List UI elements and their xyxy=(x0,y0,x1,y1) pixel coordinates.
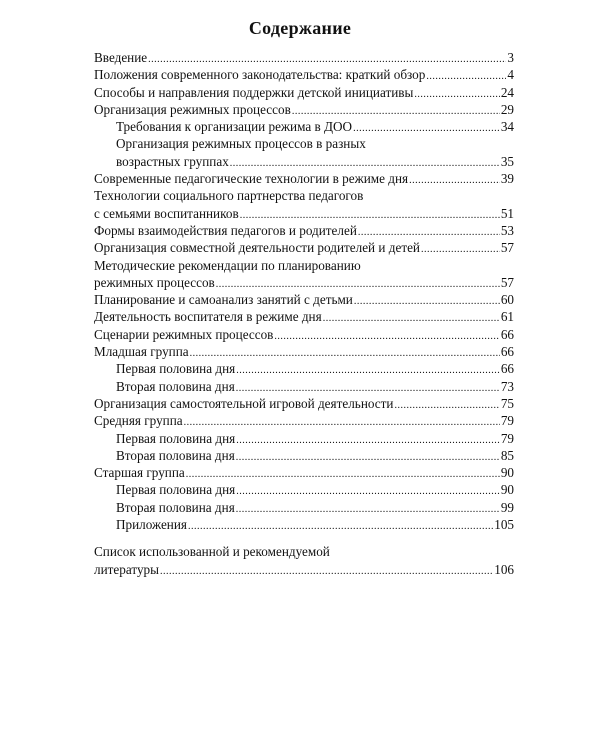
toc-entry-title: Современные педагогические технологии в режиме дня xyxy=(94,171,409,187)
toc-entry-title: возрастных группах xyxy=(116,153,229,169)
toc-entry-title: Приложения xyxy=(116,517,187,533)
toc-entry xyxy=(94,447,514,464)
toc-entry-title: Организация режимных процессов xyxy=(94,101,291,117)
toc-entry-row xyxy=(94,49,514,66)
toc-entry-page-number: 3 xyxy=(507,50,514,65)
toc-entry-title: Деятельность воспитателя в режиме дня xyxy=(94,309,322,325)
dot-leader xyxy=(160,563,493,580)
toc-entry-row xyxy=(94,326,514,343)
toc-entry-page-number: 66 xyxy=(500,326,514,342)
toc-entry-row xyxy=(94,84,514,101)
toc-entry xyxy=(94,499,514,516)
toc-entry-row xyxy=(116,499,514,516)
toc-entry xyxy=(94,326,514,343)
dot-leader xyxy=(188,518,493,535)
toc-entry xyxy=(94,66,514,83)
toc-entry xyxy=(94,516,514,533)
toc-entry-row xyxy=(94,561,514,578)
toc-entry xyxy=(94,84,514,101)
toc-entry-row xyxy=(94,205,514,222)
toc-entry-page-number: 79 xyxy=(500,430,514,446)
toc-entry-row xyxy=(94,101,514,118)
toc-entry xyxy=(94,395,514,412)
toc-entry-title-line: Список использованной и рекомендуемой xyxy=(94,544,330,560)
toc-entry-title: Организация самостоятельной игровой деятельности xyxy=(94,395,394,411)
toc-entry-row xyxy=(94,274,514,291)
table-of-contents xyxy=(94,49,514,578)
toc-entry-row xyxy=(94,222,514,239)
toc-entry-page-number: 29 xyxy=(500,101,514,117)
toc-entry-title: Вторая половина дня xyxy=(116,447,235,463)
toc-entry xyxy=(94,378,514,395)
toc-entry-row xyxy=(94,291,514,308)
toc-entry-title: Вторая половина дня xyxy=(116,378,235,394)
toc-entry-title: Введение xyxy=(94,50,148,65)
toc-entry-page-number: 57 xyxy=(500,274,514,290)
toc-entry-row xyxy=(94,308,514,325)
toc-entry-title: Положения современного законодательства: краткий обзор xyxy=(94,67,426,83)
toc-entry-title-line: Технологии социального партнерства педагогов xyxy=(94,188,364,204)
toc-entry-row xyxy=(94,66,514,83)
toc-entry-page-number: 75 xyxy=(500,395,514,411)
toc-entry-title: Организация совместной деятельности родителей и детей xyxy=(94,240,420,256)
toc-entry-row xyxy=(94,464,514,481)
toc-entry-page-number: 106 xyxy=(494,561,514,577)
toc-entry xyxy=(94,308,514,325)
toc-entry xyxy=(94,412,514,429)
toc-entry xyxy=(94,360,514,377)
toc-entry-page-number: 105 xyxy=(494,517,514,533)
toc-entry-page-number: 66 xyxy=(500,344,514,360)
toc-entry-page-number: 4 xyxy=(507,67,514,83)
toc-entry-page-number: 90 xyxy=(500,482,514,498)
toc-entry xyxy=(94,481,514,498)
toc-entry-row xyxy=(94,395,514,412)
toc-entry-title: Требования к организации режима в ДОО xyxy=(116,119,353,135)
toc-entry xyxy=(94,222,514,239)
toc-entry-title: Старшая группа xyxy=(94,465,185,481)
toc-entry xyxy=(94,49,514,66)
toc-entry-row xyxy=(116,447,514,464)
toc-entry xyxy=(94,239,514,256)
toc-entry-page-number: 99 xyxy=(500,499,514,515)
toc-entry-row xyxy=(94,170,514,187)
toc-entry-title-line: Методические рекомендации по планированию xyxy=(94,257,361,273)
toc-entry-title: Первая половина дня xyxy=(116,430,236,446)
toc-entry-row xyxy=(116,516,514,533)
toc-entry-row xyxy=(116,360,514,377)
toc-entry-row xyxy=(94,239,514,256)
toc-entry-title: Средняя группа xyxy=(94,413,183,429)
toc-entry-title-line: Организация режимных процессов в разных xyxy=(116,136,366,152)
toc-entry-page-number: 66 xyxy=(500,361,514,377)
toc-entry-page-number: 53 xyxy=(500,222,514,238)
toc-entry-page-number: 34 xyxy=(500,119,514,135)
toc-entry-title: Планирование и самоанализ занятий с детьми xyxy=(94,292,353,308)
toc-entry-page-number: 39 xyxy=(500,171,514,187)
toc-entry-title: Способы и направления поддержки детской инициативы xyxy=(94,84,414,100)
toc-entry-title: режимных процессов xyxy=(94,274,215,290)
toc-entry-page-number: 60 xyxy=(500,292,514,308)
toc-entry-page-number: 61 xyxy=(500,309,514,325)
toc-entry xyxy=(94,170,514,187)
toc-entry xyxy=(94,101,514,118)
toc-entry-row xyxy=(116,378,514,395)
toc-entry xyxy=(94,464,514,481)
toc-entry-page-number: 35 xyxy=(500,153,514,169)
toc-entry-title: Вторая половина дня xyxy=(116,499,235,515)
toc-entry-title: Младшая группа xyxy=(94,344,189,360)
toc-entry xyxy=(94,543,514,578)
toc-entry-title: литературы xyxy=(94,561,159,577)
toc-entry-row xyxy=(94,343,514,360)
toc-entry-page-number: 51 xyxy=(500,205,514,221)
page-title: Содержание xyxy=(248,18,352,38)
toc-entry xyxy=(94,343,514,360)
toc-entry xyxy=(94,118,514,135)
toc-entry-title: Формы взаимодействия педагогов и родителей xyxy=(94,222,357,238)
toc-entry-title: с семьями воспитанников xyxy=(94,205,239,221)
toc-entry-row xyxy=(94,412,514,429)
toc-entry-row xyxy=(116,430,514,447)
toc-entry xyxy=(94,257,514,292)
toc-entry-page-number: 57 xyxy=(500,240,514,256)
toc-entry-page-number: 90 xyxy=(500,465,514,481)
toc-entry xyxy=(94,187,514,222)
toc-entry xyxy=(94,291,514,308)
toc-entry-title: Первая половина дня xyxy=(116,482,236,498)
toc-entry xyxy=(94,430,514,447)
toc-entry-row xyxy=(116,118,514,135)
toc-entry-title: Сценарии режимных процессов xyxy=(94,326,274,342)
toc-entry-page-number: 85 xyxy=(500,447,514,463)
toc-entry-page-number: 24 xyxy=(500,84,514,100)
toc-entry-row xyxy=(116,481,514,498)
toc-entry-row xyxy=(116,153,514,170)
toc-entry-page-number: 79 xyxy=(500,413,514,429)
toc-entry-title: Первая половина дня xyxy=(116,361,236,377)
toc-entry xyxy=(94,135,514,170)
toc-entry-page-number: 73 xyxy=(500,378,514,394)
